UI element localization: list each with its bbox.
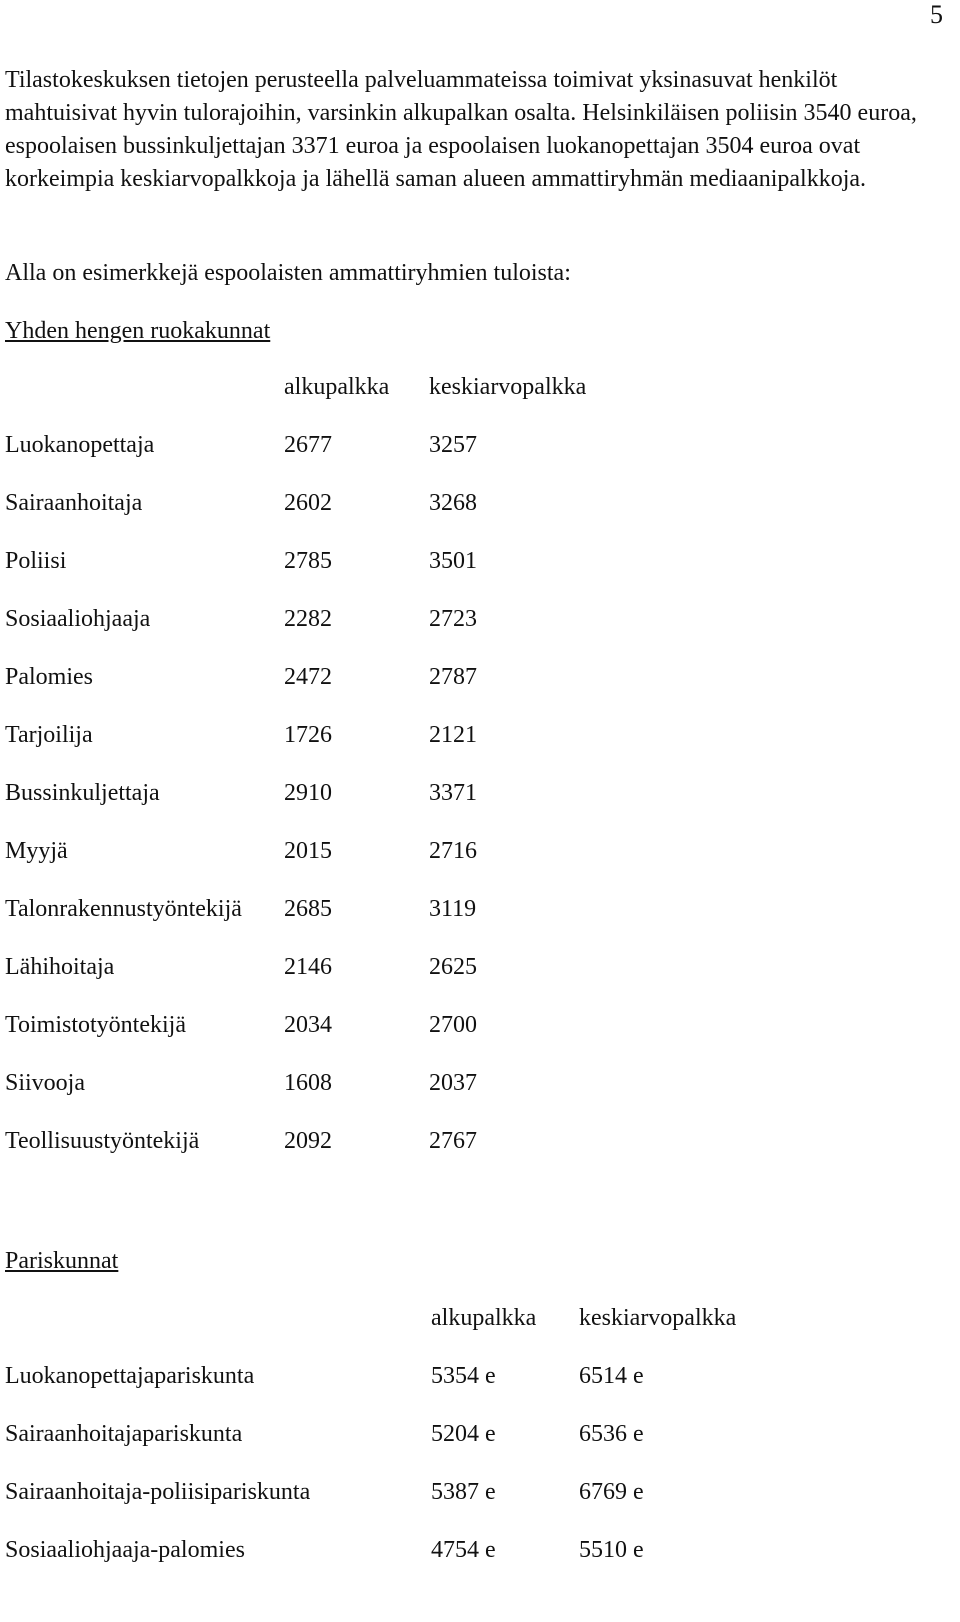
average-salary-value: 6536 e bbox=[579, 1421, 644, 1447]
couple-type-name: Sairaanhoitajapariskunta bbox=[5, 1421, 243, 1447]
table-row bbox=[5, 488, 705, 546]
table-row bbox=[5, 1361, 905, 1419]
table-row bbox=[5, 894, 705, 952]
table-row bbox=[5, 1068, 705, 1126]
table-row bbox=[5, 1535, 905, 1593]
section-heading-single-households: Yhden hengen ruokakunnat bbox=[5, 318, 271, 344]
table-row bbox=[5, 1477, 905, 1535]
occupation-name: Sairaanhoitaja bbox=[5, 490, 143, 516]
starting-salary-value: 2472 bbox=[284, 664, 332, 690]
table-row bbox=[5, 952, 705, 1010]
table-row bbox=[5, 430, 705, 488]
average-salary-value: 6769 e bbox=[579, 1479, 644, 1505]
column-header-average-salary: keskiarvopalkka bbox=[579, 1305, 737, 1331]
table-row bbox=[5, 1419, 905, 1477]
salary-table-couples bbox=[5, 1303, 905, 1593]
starting-salary-value: 2602 bbox=[284, 490, 332, 516]
starting-salary-value: 2015 bbox=[284, 838, 332, 864]
section-heading-couples: Pariskunnat bbox=[5, 1248, 119, 1274]
occupation-name: Teollisuustyöntekijä bbox=[5, 1128, 200, 1154]
starting-salary-value: 2685 bbox=[284, 896, 332, 922]
table-header-row bbox=[5, 1303, 905, 1361]
occupation-name: Lähihoitaja bbox=[5, 954, 115, 980]
table-row bbox=[5, 546, 705, 604]
couple-type-name: Luokanopettajapariskunta bbox=[5, 1363, 255, 1389]
occupation-name: Siivooja bbox=[5, 1070, 86, 1096]
occupation-name: Sosiaaliohjaaja bbox=[5, 606, 151, 632]
salary-table-single-households bbox=[5, 372, 705, 1184]
table-row bbox=[5, 604, 705, 662]
average-salary-value: 2723 bbox=[429, 606, 477, 632]
table-row bbox=[5, 1010, 705, 1068]
occupation-name: Myyjä bbox=[5, 838, 68, 864]
starting-salary-value: 1608 bbox=[284, 1070, 332, 1096]
average-salary-value: 3257 bbox=[429, 432, 477, 458]
average-salary-value: 2625 bbox=[429, 954, 477, 980]
starting-salary-value: 2677 bbox=[284, 432, 332, 458]
average-salary-value: 2700 bbox=[429, 1012, 477, 1038]
average-salary-value: 3119 bbox=[429, 896, 477, 922]
table-row bbox=[5, 720, 705, 778]
table-row bbox=[5, 662, 705, 720]
couple-type-name: Sosiaaliohjaaja-palomies bbox=[5, 1537, 245, 1563]
page-number: 5 bbox=[930, 0, 943, 29]
starting-salary-value: 1726 bbox=[284, 722, 332, 748]
starting-salary-value: 2282 bbox=[284, 606, 332, 632]
table-header-row bbox=[5, 372, 705, 430]
average-salary-value: 6514 e bbox=[579, 1363, 644, 1389]
average-salary-value: 2037 bbox=[429, 1070, 477, 1096]
starting-salary-value: 2910 bbox=[284, 780, 332, 806]
starting-salary-value: 2034 bbox=[284, 1012, 332, 1038]
starting-salary-value: 2092 bbox=[284, 1128, 332, 1154]
average-salary-value: 3268 bbox=[429, 490, 477, 516]
table-row bbox=[5, 778, 705, 836]
average-salary-value: 2787 bbox=[429, 664, 477, 690]
table-row bbox=[5, 1126, 705, 1184]
starting-salary-value: 4754 e bbox=[431, 1537, 496, 1563]
occupation-name: Luokanopettaja bbox=[5, 432, 155, 458]
lead-text: Alla on esimerkkejä espoolaisten ammattiryhmien tuloista: bbox=[5, 260, 571, 286]
column-header-average-salary: keskiarvopalkka bbox=[429, 374, 587, 400]
average-salary-value: 5510 e bbox=[579, 1537, 644, 1563]
occupation-name: Toimistotyöntekijä bbox=[5, 1012, 186, 1038]
couple-type-name: Sairaanhoitaja-poliisipariskunta bbox=[5, 1479, 311, 1505]
starting-salary-value: 2785 bbox=[284, 548, 332, 574]
starting-salary-value: 5387 e bbox=[431, 1479, 496, 1505]
occupation-name: Bussinkuljettaja bbox=[5, 780, 160, 806]
average-salary-value: 3371 bbox=[429, 780, 477, 806]
occupation-name: Palomies bbox=[5, 664, 93, 690]
starting-salary-value: 5354 e bbox=[431, 1363, 496, 1389]
occupation-name: Poliisi bbox=[5, 548, 67, 574]
table-row bbox=[5, 836, 705, 894]
column-header-starting-salary: alkupalkka bbox=[431, 1305, 537, 1331]
average-salary-value: 3501 bbox=[429, 548, 477, 574]
starting-salary-value: 2146 bbox=[284, 954, 332, 980]
average-salary-value: 2767 bbox=[429, 1128, 477, 1154]
starting-salary-value: 5204 e bbox=[431, 1421, 496, 1447]
column-header-starting-salary: alkupalkka bbox=[284, 374, 390, 400]
average-salary-value: 2121 bbox=[429, 722, 477, 748]
intro-paragraph: Tilastokeskuksen tietojen perusteella palveluammateissa toimivat yksinasuvat henkilöt mahtuisivat hyvin tulorajoihin, varsinkin alkupalkan osalta. Helsinkiläisen poliisin 3540 euroa, espoolaisen bussinkuljettajan 3371 euroa ja espoolaisen luokanopettajan 3504 euroa ovat korkeimpia keskiarvopalkkoja ja lähellä saman alueen ammattiryhmän mediaanipalkkoja. bbox=[5, 67, 917, 192]
occupation-name: Tarjoilija bbox=[5, 722, 93, 748]
occupation-name: Talonrakennustyöntekijä bbox=[5, 896, 242, 922]
average-salary-value: 2716 bbox=[429, 838, 477, 864]
